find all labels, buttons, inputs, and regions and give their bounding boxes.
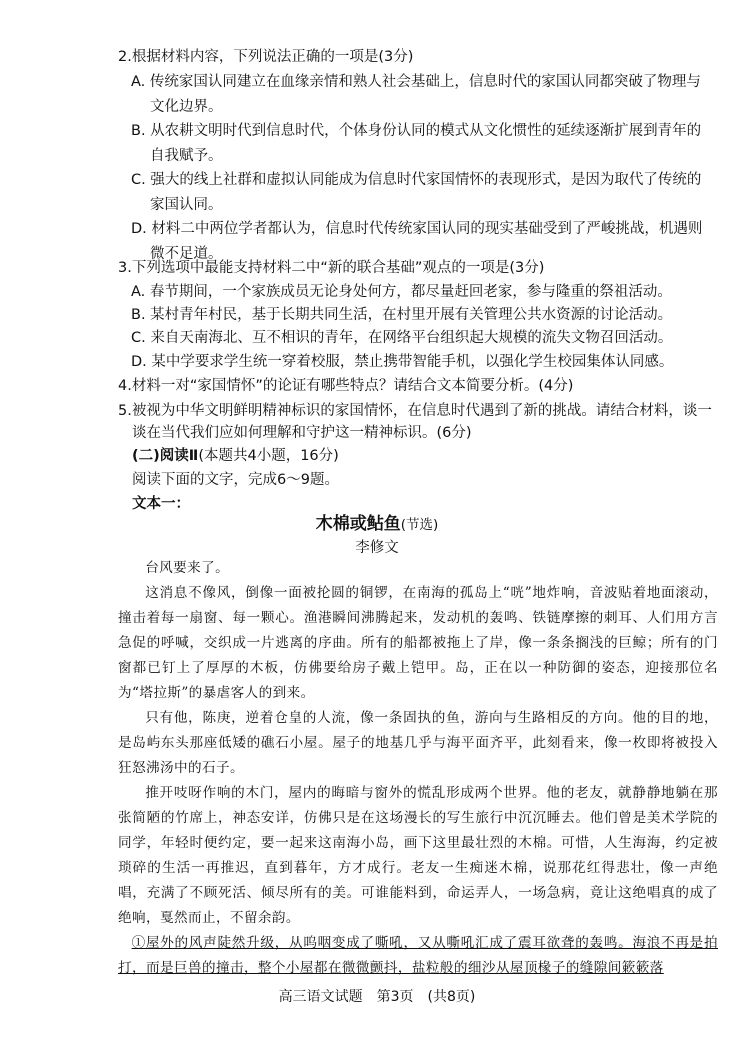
question-3-option-c: C. 来自天南海北、互不相识的青年，在网络平台组织起大规模的流失文物召回活动。: [131, 330, 673, 346]
option-d-line-2: 微不足道。: [150, 245, 223, 262]
question-3-stem: 3.下列选项中最能支持材料二中“新的联合基础”观点的一项是(3分): [118, 260, 545, 276]
text-label: 文本一：: [132, 496, 190, 512]
story-author: 李修文: [355, 540, 399, 556]
option-b-line-2: 自我赋予。: [150, 147, 223, 164]
underlined-passage: ①屋外的风声陡然升级，从呜咽变成了嘶吼，又从嘶吼汇成了震耳欲聋的轰鸣。海浪不再是拍打，而是巨兽的撞击，整个小屋都在微微颤抖，盐粒般的细沙从屋顶椽子的缝隙间簌簌落: [118, 935, 718, 976]
story-paragraph-underlined: [118, 931, 718, 981]
question-2-option-b: [131, 119, 716, 168]
story-paragraph: 这消息不像风，倒像一面被抡圆的铜锣，在南海的孤岛上“咣”地炸响，音波贴着地面滚动，撞击着每一扇窗、每一颗心。渔港瞬间沸腾起来，发动机的轰鸣、铁链摩擦的刺耳、人们用方言急促的呼喊，交织成一片逃离的序曲。所有的船都被拖上了岸，像一条条搁浅的巨鲸；所有的门窗都已钉上了厚厚的木板，仿佛要给房子戴上铠甲。岛，正在以一种防御的姿态，迎接那位名为“塔拉斯”的暴虐客人的到来。: [118, 585, 718, 701]
question-4: 4.材料一对“家国情怀”的论证有哪些特点？请结合文本简要分析。(4分): [118, 378, 574, 394]
page-footer: 高三语文试题 第3页 (共8页): [278, 989, 476, 1005]
question-5-line-2: 谈在当代我们应如何理解和守护这一精神标识。(6分): [132, 425, 472, 441]
option-c-line-1: C. 强大的线上社群和虚拟认同能成为信息时代家国情怀的表现形式，是因为取代了传统的: [131, 172, 702, 188]
question-2-option-a: [131, 70, 716, 119]
story-paragraph: 台风要来了。: [145, 560, 230, 576]
section-info: (本题共4小题，16分): [198, 448, 339, 464]
section-label: (二)阅读Ⅱ: [132, 448, 199, 464]
question-5-line-1: 5.被视为中华文明鲜明精神标识的家国情怀，在信息时代遇到了新的挑战。请结合材料，谈一: [118, 403, 712, 419]
question-3-option-a: A. 春节期间，一个家族成员无论身处何方，都尽量赶回老家，参与隆重的祭祖活动。: [131, 284, 672, 300]
option-c-line-2: 家国认同。: [150, 196, 223, 213]
option-b-line-1: B. 从农耕文明时代到信息时代，个体身份认同的模式从文化惯性的延续逐渐扩展到青年的: [131, 123, 702, 139]
story-title-note: (节选): [400, 517, 439, 533]
story-body: [118, 556, 718, 981]
question-3-option-d: D. 某中学要求学生统一穿着校服，禁止携带智能手机，以强化学生校园集体认同感。: [131, 354, 674, 370]
story-title-row: [0, 509, 754, 534]
question-2-stem: 2.根据材料内容，下列说法正确的一项是(3分): [118, 49, 414, 65]
story-paragraph: 推开吱呀作响的木门，屋内的晦暗与窗外的慌乱形成两个世界。他的老友，就静静地躺在那张简陋的竹席上，神态安详，仿佛只是在这场漫长的写生旅行中沉沉睡去。他们曾是美术学院的同学，年轻时便约定，要一起来这南海小岛，画下这里最壮烈的木棉。可惜，人生海海，约定被琐碎的生活一再推迟，直到暮年，方才成行。老友一生痴迷木棉，说那花红得悲壮，像一声绝唱，充满了不顾死活、倾尽所有的美。可谁能料到，命运弄人，一场急病，竟让这绝唱真的成了绝响，戛然而止，不留余韵。: [118, 785, 718, 926]
section-heading: [132, 444, 339, 469]
question-3-option-b: B. 某村青年村民，基于长期共同生活，在村里开展有关管理公共水资源的讨论活动。: [131, 307, 673, 323]
option-a-line-1: A. 传统家国认同建立在血缘亲情和熟人社会基础上，信息时代的家国认同都突破了物理与: [131, 74, 701, 90]
story-title: 木棉或鲇鱼: [315, 514, 401, 534]
section-instruction: 阅读下面的文字，完成6～9题。: [132, 472, 339, 488]
option-d-line-1: D. 材料二中两位学者都认为，信息时代传统家国认同的现实基础受到了严峻挑战，机遇则: [131, 221, 703, 237]
question-2-option-c: [131, 168, 716, 217]
option-a-line-2: 文化边界。: [150, 98, 223, 115]
story-paragraph: 只有他，陈庚，逆着仓皇的人流，像一条固执的鱼，游向与生路相反的方向。他的目的地，是岛屿东头那座低矮的礁石小屋。屋子的地基几乎与海平面齐平，此刻看来，像一枚即将被投入狂怒沸汤中的石子。: [118, 710, 718, 776]
